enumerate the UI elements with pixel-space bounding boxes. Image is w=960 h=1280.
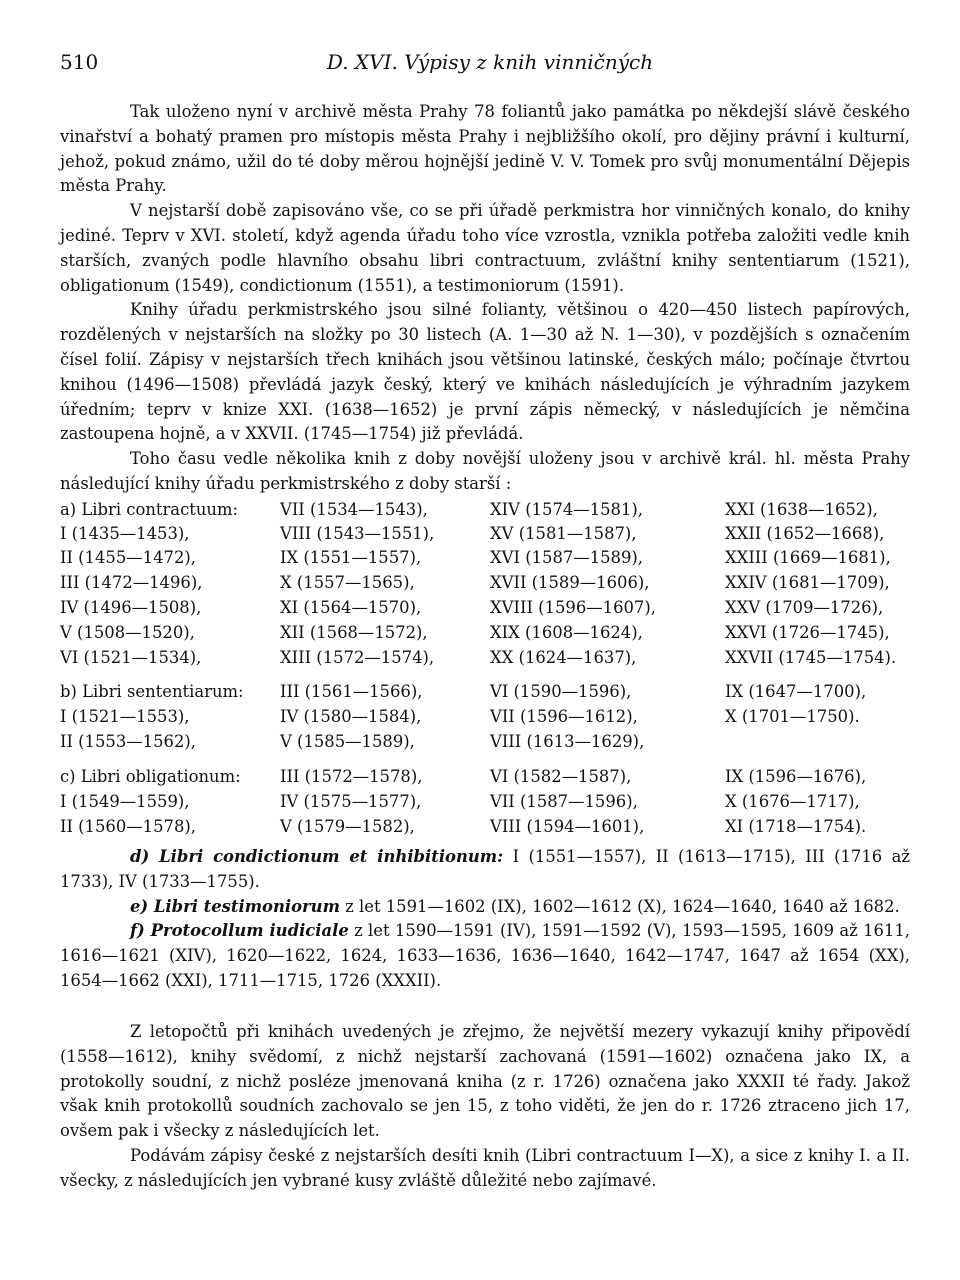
list-item: IV (1575—1577), <box>280 792 422 811</box>
group-b-label: b) Libri sententiarum: <box>60 682 244 701</box>
list-item: VI (1590—1596), <box>490 682 632 701</box>
paragraph: Tak uloženo nyní v archivě města Prahy 78 foliantů jako památka po někdejší slávě českého vinařství a bohatý pramen pro místopis města Prahy i nejbližšího okolí, pro dějiny právní i kulturní, jehož, pokud známo, užil do té doby měrou hojnější jedině V. V. Tomek pro svůj monumentální Dějepis města Prahy. <box>60 102 910 196</box>
list-item: II (1553—1562), <box>60 732 196 751</box>
list-item: XV (1581—1587), <box>490 524 637 543</box>
list-item: VI (1582—1587), <box>490 767 632 786</box>
group-f-entry <box>60 919 910 993</box>
list-item: XIII (1572—1574), <box>280 648 435 667</box>
list-item: XI (1564—1570), <box>280 598 422 617</box>
list-item: VII (1534—1543), <box>280 500 428 519</box>
list-item: II (1455—1472), <box>60 548 196 567</box>
list-item: VIII (1543—1551), <box>280 524 435 543</box>
list-item: IX (1551—1557), <box>280 548 422 567</box>
group-a-label: a) Libri contractuum: <box>60 500 239 519</box>
list-item: IX (1647—1700), <box>725 682 867 701</box>
list-item: XX (1624—1637), <box>490 648 637 667</box>
group-d-entry <box>60 845 910 895</box>
list-item: XXI (1638—1652), <box>725 500 878 519</box>
group-c-label: c) Libri obligationum: <box>60 767 241 786</box>
list-item: V (1579—1582), <box>280 817 415 836</box>
list-item: XXIII (1669—1681), <box>725 548 891 567</box>
list-item: XXV (1709—1726), <box>725 598 884 617</box>
list-item: IV (1580—1584), <box>280 707 422 726</box>
paragraph: Knihy úřadu perkmistrského jsou silné folianty, většinou o 420—450 listech papírových, rozdělených v nejstarších na složky po 30 listech (A. 1—30 až N. 1—30), v pozdějších s označením čísel folií. Zápisy v nejstarších třech knihách jsou většinou latinské, českých málo; počínaje čtvrtou knihou (1496—1508) převládá jazyk český, který ve knihách následujících je výhradním jazykem úředním; teprv v knize XXI. (1638—1652) je první zápis německý, v následujících je němčina zastoupena hojně, a v XXVII. (1745—1754) již převládá. <box>60 300 910 444</box>
list-item: X (1557—1565), <box>280 573 415 592</box>
group-e-entry <box>60 895 910 920</box>
list-item: XI (1718—1754). <box>725 817 867 836</box>
group-f-text: z let 1590—1591 (IV), 1591—1592 (V), 1593—1595, 1609 až 1611, 1616—1621 (XIV), 1620—1622, 1624, 1633—1636, 1636—1640, 1642—1747, 1647 až 1654 (XX), 1654—1662 (XXI), 1711—1715, 1726 (XXXII). <box>60 921 910 990</box>
paragraph: Podávám zápisy české z nejstarších desíti knih (Libri contractuum I—X), a sice z knihy I. a II. všecky, z následujících jen vybrané kusy zvláště důležité nebo zajímavé. <box>60 1145 910 1190</box>
list-item: XII (1568—1572), <box>280 623 428 642</box>
list-item: X (1701—1750). <box>725 707 860 726</box>
list-item: X (1676—1717), <box>725 792 860 811</box>
list-item: VII (1587—1596), <box>490 792 638 811</box>
list-item: XVI (1587—1589), <box>490 548 644 567</box>
other-books-list <box>60 845 910 994</box>
running-title: D. XVI. Výpisy z knih vinničných <box>326 50 654 74</box>
list-item: VIII (1613—1629), <box>490 732 645 751</box>
list-item: XIV (1574—1581), <box>490 500 644 519</box>
list-item: XVII (1589—1606), <box>490 573 650 592</box>
list-item: I (1521—1553), <box>60 707 190 726</box>
list-item: III (1472—1496), <box>60 573 203 592</box>
list-item: VII (1596—1612), <box>490 707 638 726</box>
closing-text <box>60 1020 910 1194</box>
paragraph: Toho času vedle několika knih z doby novější uloženy jsou v archivě král. hl. města Prahy následující knihy úřadu perkmistrského z doby starší : <box>60 449 910 493</box>
group-d-label: d) Libri condictionum et inhibitionum: <box>130 847 504 866</box>
list-item: VIII (1594—1601), <box>490 817 645 836</box>
list-item: I (1549—1559), <box>60 792 190 811</box>
list-item: IV (1496—1508), <box>60 598 202 617</box>
list-item: XXII (1652—1668), <box>725 524 885 543</box>
list-item: XVIII (1596—1607), <box>490 598 656 617</box>
paragraph: Z letopočtů při knihách uvedených je zřejmo, že největší mezery vykazují knihy připovědí (1558—1612), knihy svědomí, z nichž nejstarší zachovaná (1591—1602) označena jako IX, a protokolly soudní, z nichž posléze jmenovaná kniha (z r. 1726) označena jako XXXII té řady. Jakož však knih protokollů soudních zachovalo se jen 15, z toho viděti, že jen do r. 1726 ztraceno jich 17, ovšem pak i všecky z následujících let. <box>60 1022 910 1141</box>
group-e-label: e) Libri testimoniorum <box>130 896 340 916</box>
page-number: 510 <box>60 50 99 74</box>
group-d-text: I (1551—1557), II (1613—1715), III (1716 až 1733), IV (1733—1755). <box>60 847 911 891</box>
list-item: V (1585—1589), <box>280 732 415 751</box>
page-header <box>60 50 920 74</box>
list-item: XXIV (1681—1709), <box>725 573 890 592</box>
intro-text <box>60 100 910 497</box>
list-item: XIX (1608—1624), <box>490 623 643 642</box>
list-item: II (1560—1578), <box>60 817 196 836</box>
list-item: XXVI (1726—1745), <box>725 623 890 642</box>
paragraph: V nejstarší době zapisováno vše, co se při úřadě perkmistra hor vinničných konalo, do knihy jediné. Teprv v XVI. století, když agenda úřadu toho více vzrostla, vznikla potřeba založiti vedle knih starších, zvaných podle hlavního obsahu libri contractuum, zvláštní knihy sententiarum (1521), obligationum (1549), condictionum (1551), a testimoniorum (1591). <box>60 201 910 295</box>
list-item: IX (1596—1676), <box>725 767 867 786</box>
list-item: V (1508—1520), <box>60 623 195 642</box>
group-f-label: f) Protocollum iudiciale <box>130 921 349 941</box>
list-item: XXVII (1745—1754). <box>725 648 897 667</box>
list-item: VI (1521—1534), <box>60 648 202 667</box>
list-item: III (1572—1578), <box>280 767 423 786</box>
group-e-text: z let 1591—1602 (IX), 1602—1612 (X), 1624—1640, 1640 až 1682. <box>339 896 900 916</box>
list-item: I (1435—1453), <box>60 524 190 543</box>
list-item: III (1561—1566), <box>280 682 423 701</box>
